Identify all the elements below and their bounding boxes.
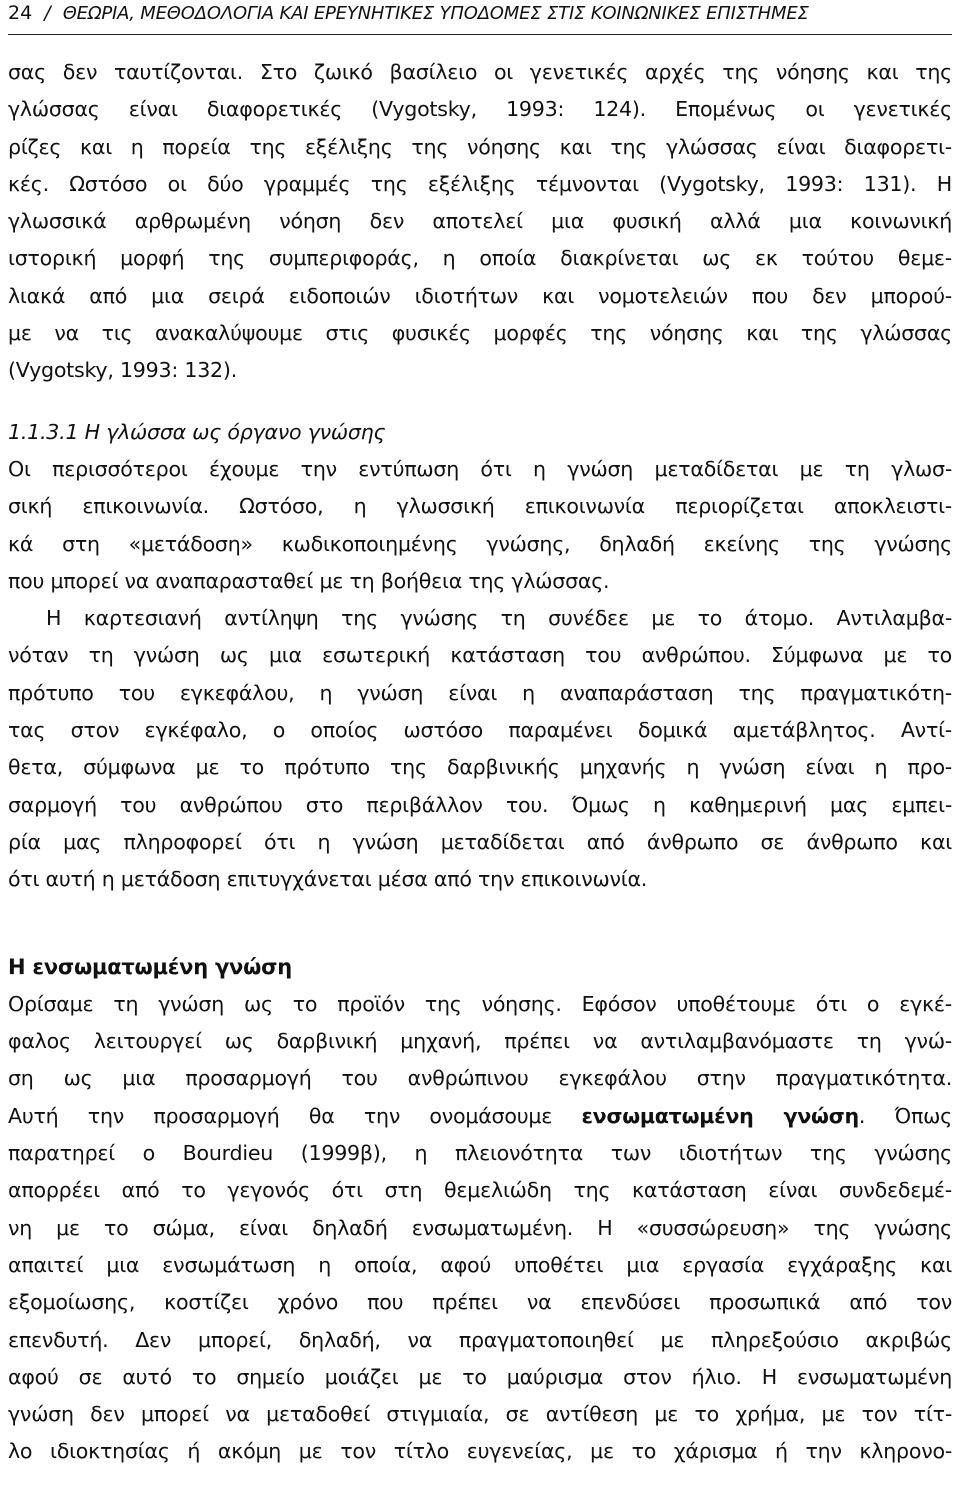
text-line: κά στη «μετάδοση» κωδικοποιημένης γνώσης, δηλαδή εκείνης της γνώσης: [8, 531, 952, 556]
text-line: αφού σε αυτό το σημείο μοιάζει με το μαύρισμα στον ήλιο. Η ενσωματωμένη: [8, 1364, 952, 1389]
text-line-with-emphasis: [8, 1098, 952, 1135]
paragraph-3: [8, 600, 952, 898]
text-line: ότι αυτή η μετάδοση επιτυγχάνεται μέσα από την επικοινωνία.: [8, 867, 648, 892]
body-text: [8, 54, 952, 1471]
text-line: απορρέει από το γεγονός ότι στη θεμελιώδη της κατάσταση είναι συνδεδεμέ-: [8, 1178, 952, 1203]
emph-line-pre: Αυτή την προσαρμογή θα την ονομάσουμε: [8, 1103, 582, 1128]
section-heading: Η ενσωματωμένη γνώση: [8, 954, 292, 979]
text-line: σική επικοινωνία. Ωστόσο, η γλωσσική επικοινωνία περιορίζεται αποκλειστι-: [8, 494, 952, 519]
text-line: παρατηρεί ο Bourdieu (1999β), η πλειονότητα των ιδιοτήτων της γνώσης: [8, 1141, 952, 1166]
text-line: Ορίσαμε τη γνώση ως το προϊόν της νόησης. Εφόσον υποθέτουμε ότι ο εγκέ-: [8, 991, 952, 1016]
subsection-heading: [8, 414, 952, 451]
text-line: σας δεν ταυτίζονται. Στο ζωικό βασίλειο οι γενετικές αρχές της νόησης και της: [8, 60, 952, 84]
text-line: νη με το σώμα, είναι δηλαδή ενσωματωμένη. Η «συσσώρευση» της γνώσης: [8, 1215, 952, 1240]
text-line: κές. Ωστόσο οι δύο γραμμές της εξέλιξης τέμνονται (Vygotsky, 1993: 131). Η: [8, 171, 952, 196]
text-line: τας στον εγκέφαλο, ο οποίος ωστόσο παραμένει δομικά αμετάβλητος. Αντί-: [8, 718, 952, 743]
emphasized-term: ενσωματωμένη γνώση: [581, 1103, 859, 1128]
text-line: σαρμογή του ανθρώπου στο περιβάλλον του. Όμως η καθημερινή μας εμπει-: [8, 792, 952, 817]
text-line: νόταν τη γνώση ως μια εσωτερική κατάσταση του ανθρώπου. Σύμφωνα με το: [8, 643, 952, 668]
text-line: που μπορεί να αναπαρασταθεί με τη βοήθεια της γλώσσας.: [8, 568, 610, 593]
text-line: ιστορική μορφή της συμπεριφοράς, η οποία διακρίνεται ως εκ τούτου θεμε-: [8, 246, 952, 271]
text-line: θετα, σύμφωνα με το πρότυπο της δαρβινικής μηχανής η γνώση είναι η προ-: [8, 755, 952, 780]
paragraph-4: [8, 986, 952, 1471]
subsection-number: 1.1.3.1: [8, 419, 79, 444]
text-line: Η καρτεσιανή αντίληψη της γνώσης τη συνέδεε με το άτομο. Αντιλαμβα-: [46, 606, 952, 631]
header-rule: [8, 34, 952, 35]
text-line: (Vygotsky, 1993: 132).: [8, 358, 237, 383]
text-line: με να τις ανακαλύψουμε στις φυσικές μορφές της νόησης και της γλώσσας: [8, 321, 952, 346]
text-line: ση ως μια προσαρμογή του ανθρώπινου εγκεφάλου στην πραγματικότητα.: [8, 1066, 952, 1091]
text-line: φαλος λειτουργεί ως δαρβινική μηχανή, πρέπει να αντιλαμβανόμαστε τη γνώ-: [8, 1029, 952, 1054]
text-line: πρότυπο του εγκεφάλου, η γνώση είναι η αναπαράσταση της πραγματικότη-: [8, 680, 952, 705]
text-line: γλωσσικά αρθρωμένη νόηση δεν αποτελεί μια φυσική αλλά μια κοινωνική: [8, 209, 952, 234]
subsection-title: Η γλώσσα ως όργανο γνώσης: [84, 419, 386, 444]
text-line: ρία μας πληροφορεί ότι η γνώση μεταδίδεται από άνθρωπο σε άνθρωπο και: [8, 829, 952, 854]
running-title: ΘΕΩΡΙΑ, ΜΕΘΟΔΟΛΟΓΙΑ ΚΑΙ ΕΡΕΥΝΗΤΙΚΕΣ ΥΠΟΔΟΜΕΣ ΣΤΙΣ ΚΟΙΝΩΝΙΚΕΣ ΕΠΙΣΤΗΜΕΣ: [62, 3, 809, 24]
text-line: εξομοίωσης, κοστίζει χρόνο που πρέπει να επενδύσει προσωπικά από τον: [8, 1290, 952, 1315]
text-line: λιακά από μια σειρά ειδοποιών ιδιοτήτων και νομοτελειών που δεν μπορού-: [8, 283, 952, 308]
page-number: 24: [8, 2, 33, 24]
text-line: λο ιδιοκτησίας ή ακόμη με τον τίτλο ευγενείας, με το χάρισμα ή την κληρονο-: [8, 1439, 952, 1464]
emph-line-post: . Όπως: [858, 1103, 953, 1128]
header-separator: /: [44, 2, 51, 24]
text-line: γλώσσας είναι διαφορετικές (Vygotsky, 1993: 124). Επομένως οι γενετικές: [8, 97, 952, 122]
text-line: γνώση δεν μπορεί να μεταδοθεί στιγμιαία, σε αντίθεση με το χρήμα, με τον τίτ-: [8, 1402, 952, 1427]
running-header: [8, 0, 952, 26]
text-line: Οι περισσότεροι έχουμε την εντύπωση ότι η γνώση μεταδίδεται με τη γλωσ-: [8, 456, 952, 481]
paragraph-1: [8, 54, 952, 390]
paragraph-2: [8, 451, 952, 600]
text-line: απαιτεί μια ενσωμάτωση η οποία, αφού υποθέτει μια εργασία εγχάραξης και: [8, 1252, 952, 1277]
text-line: ρίζες και η πορεία της εξέλιξης της νόησης και της γλώσσας είναι διαφορετι-: [8, 134, 952, 159]
text-line: επενδυτή. Δεν μπορεί, δηλαδή, να πραγματοποιηθεί με πληρεξούσιο ακριβώς: [8, 1327, 952, 1352]
